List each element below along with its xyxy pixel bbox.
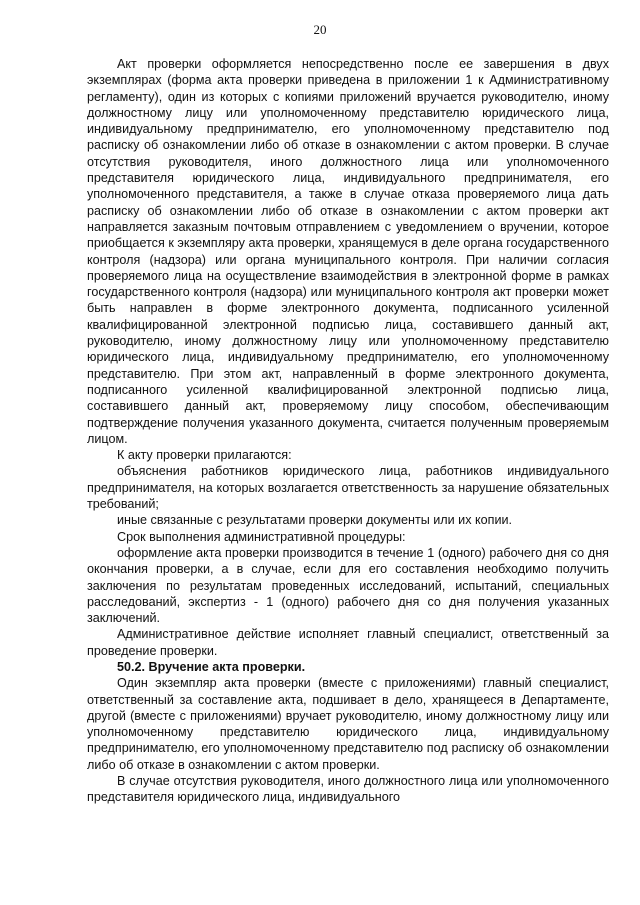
paragraph: иные связанные с результатами проверки документы или их копии. <box>117 513 513 528</box>
paragraph: В случае отсутствия руководителя, иного должностного лица или уполномоченного представителя юридического лица, индивидуального <box>87 774 609 805</box>
paragraph: Акт проверки оформляется непосредственно после ее завершения в двух экземплярах (форма акта проверки приведена в приложении 1 к Административному регламенту), один из которых с копиями приложений вручается руководителю, иному должностному лицу или уполномоченному представителю юридического лица, индивидуальному предпринимателю, его уполномоченному представителю под расписку об ознакомлении либо об отказе в ознакомлении с актом проверки. В случае отсутствия руководителя, иного должностного лица или уполномоченного представителя юридического лица, индивидуального предпринимателя, его уполномоченного представителя, а также в случае отказа проверяемого лица дать расписку об ознакомлении либо об отказе в ознакомлении с актом проверки акт направляется заказным почтовым отправлением с уведомлением о вручении, которое приобщается к экземпляру акта проверки, хранящемуся в деле органа государственного контроля (надзора) или органа муниципального контроля. При наличии согласия проверяемого лица на осуществление взаимодействия в электронной форме в рамках государственного контроля (надзора) или муниципального контроля акт проверки может быть направлен в форме электронного документа, подписанного усиленной квалифицированной электронной подписью лица, составившего данный акт, руководителю, иному должностному лицу или уполномоченному представителю юридического лица, индивидуальному предпринимателю, его уполномоченному представителю. При этом акт, направленный в форме электронного документа, подписанного усиленной квалифицированной электронной подписью лица, составившего данный акт, проверяемому лицу способом, обеспечивающим подтверждение получения указанного документа, считается полученным проверяемым лицом. <box>87 57 609 446</box>
document-body <box>87 56 609 806</box>
page-number: 20 <box>313 22 327 37</box>
paragraph: Один экземпляр акта проверки (вместе с приложениями) главный специалист, ответственный за составление акта, подшивает в дело, хранящееся в Департаменте, другой (вместе с приложениями) вручает руководителю, иному должностному лицу или уполномоченному представителю юридического лица, индивидуальному предпринимателю, его уполномоченному представителю под расписку об ознакомлении либо об отказе в ознакомлении с актом проверки. <box>87 676 609 772</box>
paragraph: Срок выполнения административной процедуры: <box>117 529 406 544</box>
paragraph: оформление акта проверки производится в течение 1 (одного) рабочего дня со дня окончания проверки, а в случае, если для его составления необходимо получить заключения по результатам проведенных исследований, испытаний, специальных расследований, экспертиз - 1 (одного) рабочего дня со дня получения указанных заключений. <box>87 545 609 626</box>
section-heading: 50.2. Вручение акта проверки. <box>117 659 306 674</box>
paragraph: объяснения работников юридического лица, работников индивидуального предпринимателя, на которых возлагается ответственность за нарушение обязательных требований; <box>87 464 609 512</box>
paragraph: К акту проверки прилагаются: <box>117 448 292 463</box>
paragraph: Административное действие исполняет главный специалист, ответственный за проведение проверки. <box>87 627 609 658</box>
